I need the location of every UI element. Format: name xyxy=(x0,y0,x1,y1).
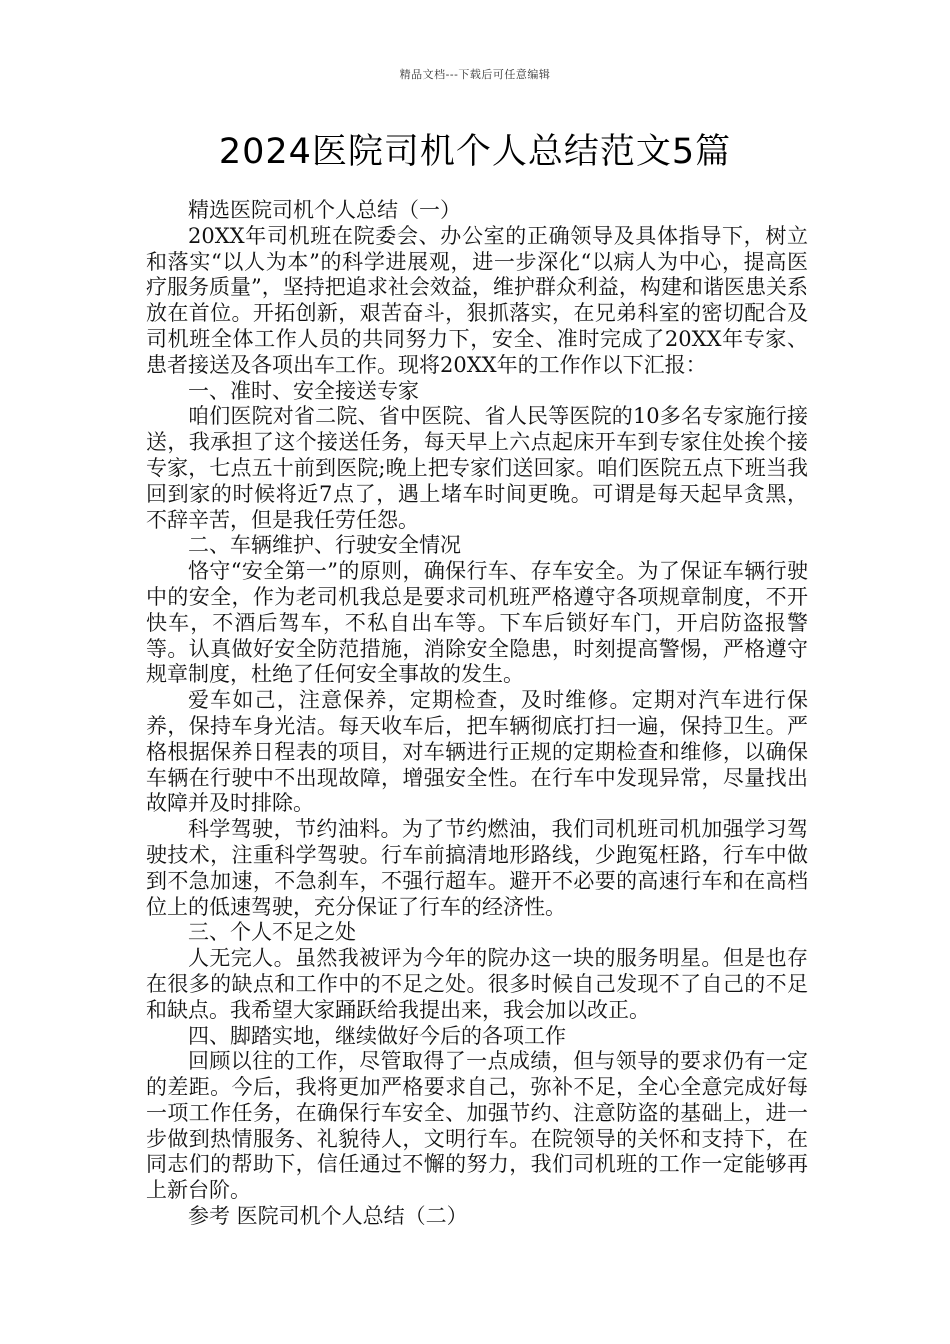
section-heading: 四、脚踏实地，继续做好今后的各项工作 xyxy=(188,1023,566,1048)
document-title: 2024医院司机个人总结范文5篇 xyxy=(218,132,732,172)
page-header: 精品文档---下载后可任意编辑 xyxy=(399,68,551,81)
section-heading: 精选医院司机个人总结（一） xyxy=(188,198,461,222)
section-heading: 三、个人不足之处 xyxy=(188,920,356,945)
body-paragraph: 爱车如己，注意保养，定期检查，及时维修。定期对汽车进行保养，保持车身光洁。每天收车后，把车辆彻底打扫一遍，保持卫生。严格根据保养日程表的项目，对车辆进行正规的定期检查和维修，以确保车辆在行驶中不出现故障，增强安全性。在行车中发现异常，尽量找出故障并及时排除。 xyxy=(146,688,808,816)
section-heading: 二、车辆维护、行驶安全情况 xyxy=(188,533,461,558)
body-paragraph: 科学驾驶，节约油料。为了节约燃油，我们司机班司机加强学习驾驶技术，注重科学驾驶。行车前搞清地形路线，少跑冤枉路，行车中做到不急加速，不急刹车，不强行超车。避开不必要的高速行车和在高档位上的低速驾驶，充分保证了行车的经济性。 xyxy=(146,817,808,919)
section-heading: 一、准时、安全接送专家 xyxy=(188,378,419,403)
document-body xyxy=(146,198,808,1230)
body-paragraph: 人无完人。虽然我被评为今年的院办这一块的服务明星。但是也存在很多的缺点和工作中的不足之处。很多时候自己发现不了自己的不足和缺点。我希望大家踊跃给我提出来，我会加以改正。 xyxy=(146,946,808,1022)
body-paragraph: 回顾以往的工作，尽管取得了一点成绩，但与领导的要求仍有一定的差距。今后，我将更加严格要求自己，弥补不足，全心全意完成好每一项工作任务，在确保行车安全、加强节约、注意防盗的基础上，进一步做到热情服务、礼貌待人，文明行车。在院领导的关怀和支持下，在同志们的帮助下，信任通过不懈的努力，我们司机班的工作一定能够再上新台阶。 xyxy=(146,1049,808,1203)
body-paragraph: 20XX年司机班在院委会、办公室的正确领导及具体指导下，树立和落实“以人为本”的科学进展观，进一步深化“以病人为中心，提高医疗服务质量”，坚持把追求社会效益，维护群众利益，构建和谐医患关系放在首位。开拓创新，艰苦奋斗，狠抓落实，在兄弟科室的密切配合及司机班全体工作人员的共同努力下，安全、准时完成了20XX年专家、患者接送及各项出车工作。现将20XX年的工作作以下汇报： xyxy=(146,223,808,377)
body-paragraph: 恪守“安全第一”的原则，确保行车、存车安全。为了保证车辆行驶中的安全，作为老司机我总是要求司机班严格遵守各项规章制度，不开快车，不酒后驾车，不私自出车等。下车后锁好车门，开启防盗报警等。认真做好安全防范措施，消除安全隐患，时刻提高警惕，严格遵守规章制度，杜绝了任何安全事故的发生。 xyxy=(146,559,808,687)
section-heading: 参考 医院司机个人总结（二） xyxy=(188,1204,468,1229)
body-paragraph: 咱们医院对省二院、省中医院、省人民等医院的10多名专家施行接送，我承担了这个接送任务，每天早上六点起床开车到专家住处挨个接专家，七点五十前到医院;晚上把专家们送回家。咱们医院五点下班当我回到家的时候将近7点了，遇上堵车时间更晚。可谓是每天起早贪黑，不辞辛苦，但是我任劳任怨。 xyxy=(146,404,808,532)
